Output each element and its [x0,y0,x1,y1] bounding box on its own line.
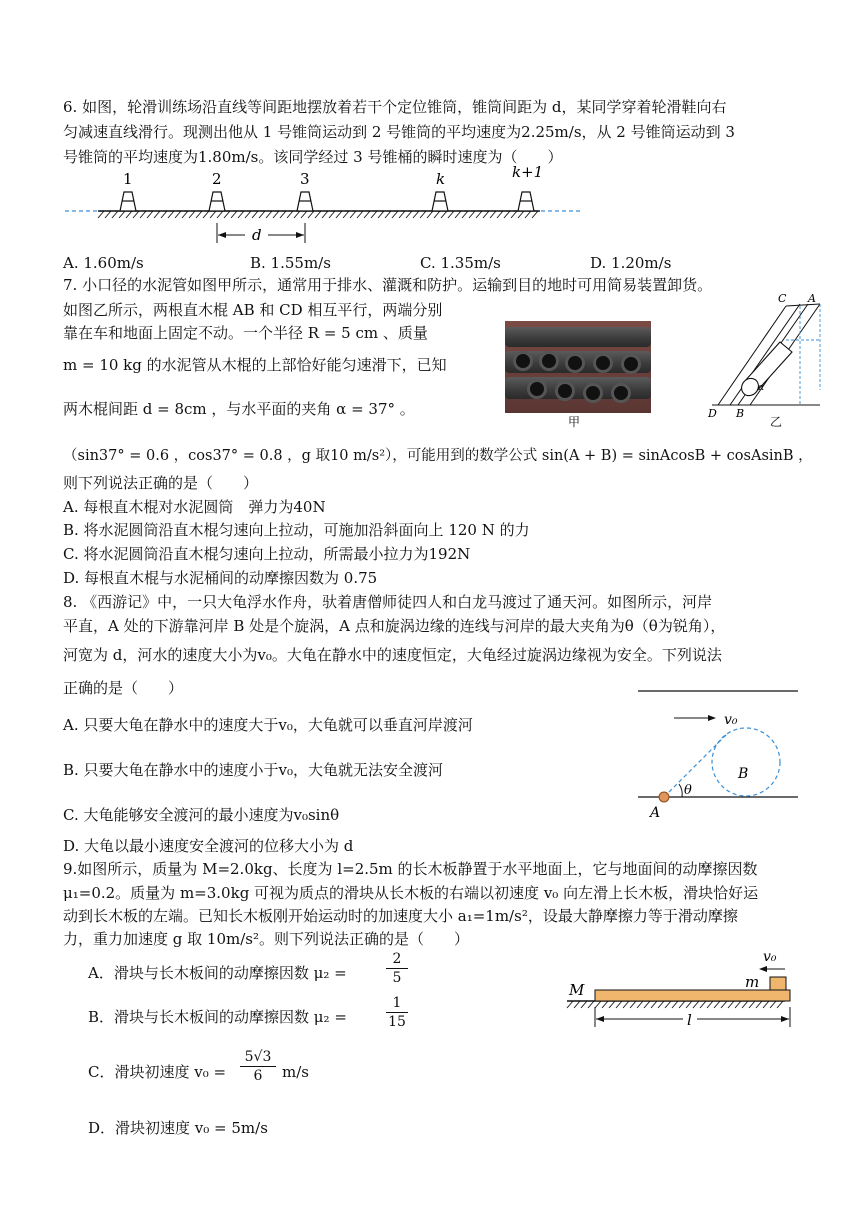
hatch-mark [133,211,139,218]
hatch-mark [651,1001,657,1008]
hatch-mark [322,211,328,218]
hatch-mark [126,211,132,218]
label-m: m [745,973,760,991]
frac-den: 6 [253,1068,263,1084]
hatch-mark [392,211,398,218]
hatch-mark [189,211,195,218]
hatch-mark [357,211,363,218]
hatch-mark [266,211,272,218]
hatch-mark [105,211,111,218]
hatch-mark [336,211,342,218]
hatch-mark [476,211,482,218]
hatch-mark [749,1001,755,1008]
hatch-mark [714,1001,720,1008]
hatch-mark [623,1001,629,1008]
hatch-mark [448,211,454,218]
hatch-mark [308,211,314,218]
caption-yi: 乙 [770,415,783,429]
incline-sticks-figure [700,290,830,430]
label-d: D [708,407,717,420]
q8-line3: 河宽为 d，河水的速度大小为v₀。大龟在静水中的速度恒定，大龟经过旋涡边缘视为安全。下列说法 [63,646,722,664]
q8-option-a: A. 只要大龟在静水中的速度大于v₀，大龟就可以垂直河岸渡河 [63,716,473,734]
q6-option-d: D. 1.20m/s [590,254,672,272]
hatch-mark [196,211,202,218]
q7-option-c: C. 将水泥圆筒沿直木棍匀速向上拉动，所需最小拉力为192N [63,545,471,563]
hatch-mark [490,211,496,218]
q6-cones-figure [60,165,590,250]
frac-num: 1 [386,994,408,1013]
hatch-mark [777,1001,783,1008]
hatch-mark [483,211,489,218]
q6-line2: 匀减速直线滑行。现测出他从 1 号锥筒运动到 2 号锥筒的平均速度为2.25m/s，从 2 号锥筒运动到 3 [63,123,735,141]
cone-label-k1: k+1 [512,165,544,181]
hatch-mark [245,211,251,218]
dist-label-d: d [252,226,262,244]
q6-option-b: B. 1.55m/s [250,254,331,272]
hatch-mark [343,211,349,218]
hatch-mark [630,1001,636,1008]
q9-option-b-fraction [386,994,408,1031]
cone-label-3: 3 [300,170,310,188]
q6-line3: 号锥筒的平均速度为1.80m/s。该同学经过 3 号锥桶的瞬时速度为（ ） [63,148,563,166]
hatch-mark [350,211,356,218]
hatch-mark [364,211,370,218]
q6-option-a: A. 1.60m/s [63,254,144,272]
q9-option-a-fraction [386,950,408,987]
hatch-mark [616,1001,622,1008]
q9-line1: 9.如图所示，质量为 M=2.0kg、长度为 l=2.5m 的长木板静置于水平地面上，它与地面间的动摩擦因数 [63,860,758,878]
q8-line2: 平直，A 处的下游靠河岸 B 处是个旋涡，A 点和旋涡边缘的连线与河岸的最大夹角为θ（θ为锐角）， [63,617,726,635]
caption-jia: 甲 [568,415,581,429]
hatch-mark [679,1001,685,1008]
label-M: M [569,981,585,999]
hatch-mark [315,211,321,218]
hatch-mark [119,211,125,218]
hatch-mark [609,1001,615,1008]
q9-option-d: D．滑块初速度 v₀ = 5m/s [88,1119,268,1137]
q9-option-c-unit: m/s [282,1063,309,1081]
label-l: l [687,1011,692,1029]
hatch-mark [140,211,146,218]
hatch-mark [756,1001,762,1008]
q7-line3: 靠在车和地面上固定不动。一个半径 R = 5 cm 、质量 [63,324,428,342]
hatch-mark [455,211,461,218]
q9-line2: μ₁=0.2。质量为 m=3.0kg 可视为质点的滑块从长木板的右端以初速度 v₀ 向左滑上长木板，滑块恰好运 [63,884,759,902]
q9-option-c [88,1062,226,1082]
hatch-mark [693,1001,699,1008]
q9-option-a-prefix: A．滑块与长木板间的动摩擦因数 μ₂ = [88,964,347,982]
hatch-mark [217,211,223,218]
hatch-mark [525,211,531,218]
hatch-mark [532,211,538,218]
hatch-mark [770,1001,776,1008]
hatch-mark [301,211,307,218]
hatch-mark [434,211,440,218]
hatch-mark [147,211,153,218]
hatch-mark [259,211,265,218]
board-block-figure [565,945,800,1030]
hatch-mark [112,211,118,218]
hatch-mark [511,211,517,218]
hatch-mark [504,211,510,218]
q7-line7: 则下列说法正确的是（ ） [63,474,259,492]
hatch-mark [385,211,391,218]
hatch-mark [238,211,244,218]
label-a: A [650,805,661,821]
hatch-mark [413,211,419,218]
q8-line4: 正确的是（ ） [63,679,184,697]
hatch-mark [665,1001,671,1008]
hatch-mark [497,211,503,218]
hatch-mark [707,1001,713,1008]
hatch-mark [329,211,335,218]
q7-line4: m = 10 kg 的水泥管从木棍的上部恰好能匀速滑下，已知 [63,356,447,374]
label-c: C [778,292,787,305]
hatch-mark [427,211,433,218]
hatch-mark [406,211,412,218]
frac-num: 5√3 [240,1048,276,1067]
hatch-mark [602,1001,608,1008]
q9-line4: 力，重力加速度 g 取 10m/s²。则下列说法正确的是（ ） [63,930,469,948]
hatch-mark [98,211,104,218]
hatch-mark [399,211,405,218]
hatch-mark [567,1001,573,1008]
q9-option-b-prefix: B．滑块与长木板间的动摩擦因数 μ₂ = [88,1008,347,1026]
label-a: A [808,292,816,305]
frac-num: 2 [386,950,408,969]
hatch-mark [658,1001,664,1008]
hatch-mark [581,1001,587,1008]
q7-option-a: A. 每根直木棍对水泥圆筒 弹力为40N [63,498,326,516]
hatch-mark [728,1001,734,1008]
hatch-mark [154,211,160,218]
hatch-mark [203,211,209,218]
hatch-mark [210,211,216,218]
frac-den: 5 [392,970,402,986]
q8-line1: 8. 《西游记》中，一只大龟浮水作舟，驮着唐僧师徒四人和白龙马渡过了通天河。如图所示，河岸 [63,593,713,611]
hatch-mark [168,211,174,218]
hatch-mark [469,211,475,218]
hatch-mark [175,211,181,218]
hatch-mark [644,1001,650,1008]
hatch-mark [294,211,300,218]
q8-option-b: B. 只要大龟在静水中的速度小于v₀，大龟就无法安全渡河 [63,761,444,779]
q7-line6: （sin37° = 0.6 ，cos37° = 0.8 ，g 取10 m/s²），可能用到的数学公式 sin(A + B) = sinAcosB + cosAsinB ， [63,448,813,464]
hatch-mark [280,211,286,218]
hatch-mark [588,1001,594,1008]
hatch-mark [161,211,167,218]
hatch-mark [763,1001,769,1008]
hatch-mark [252,211,258,218]
hatch-mark [231,211,237,218]
river-vortex-figure [630,680,810,825]
hatch-mark [441,211,447,218]
cone-label-2: 2 [212,170,222,188]
q7-line5: 两木棍间距 d = 8cm ，与水平面的夹角 α = 37° 。 [63,400,415,418]
label-v0: v₀ [724,712,738,728]
label-v0: v₀ [763,949,777,965]
q9-option-c-fraction [240,1048,276,1085]
q7-line2: 如图乙所示，两根直木棍 AB 和 CD 相互平行，两端分别 [63,301,443,319]
cone-label-k: k [436,170,446,188]
label-b: B [738,766,749,782]
q7-line1: 7. 小口径的水泥管如图甲所示，通常用于排水、灌溉和防护。运输到目的地时可用简易装置卸货。 [63,276,713,294]
q9-option-a [88,963,347,983]
q8-option-c: C. 大龟能够安全渡河的最小速度为v₀sinθ [63,806,340,824]
label-alpha: α [758,383,765,393]
cone-label-1: 1 [123,170,133,188]
hatch-mark [420,211,426,218]
q9-option-c-prefix: C．滑块初速度 v₀ = [88,1063,227,1081]
hatch-mark [574,1001,580,1008]
q8-option-d: D. 大龟以最小速度安全渡河的位移大小为 d [63,837,354,855]
hatch-mark [686,1001,692,1008]
hatch-mark [700,1001,706,1008]
hatch-mark [224,211,230,218]
hatch-mark [721,1001,727,1008]
hatch-mark [371,211,377,218]
hatch-mark [742,1001,748,1008]
q7-option-d: D. 每根直木棍与水泥桶间的动摩擦因数为 0.75 [63,569,378,587]
label-b: B [736,407,745,420]
hatch-mark [287,211,293,218]
hatch-mark [462,211,468,218]
hatch-mark [595,1001,601,1008]
q9-option-b [88,1007,347,1027]
hatch-mark [672,1001,678,1008]
q6-line1: 6. 如图，轮滑训练场沿直线等间距地摆放着若干个定位锥筒，锥筒间距为 d，某同学穿着轮滑鞋向右 [63,98,727,116]
cement-pipes-photo [505,321,651,413]
q9-line3: 动到长木板的左端。已知长木板刚开始运动时的加速度大小 a₁=1m/s²，设最大静摩擦力等于滑动摩擦 [63,907,738,925]
frac-den: 15 [388,1014,406,1030]
hatch-mark [637,1001,643,1008]
hatch-mark [378,211,384,218]
hatch-mark [735,1001,741,1008]
label-theta: θ [684,783,692,798]
hatch-mark [182,211,188,218]
hatch-mark [518,211,524,218]
q6-option-c: C. 1.35m/s [420,254,501,272]
q7-option-b: B. 将水泥圆筒沿直木棍匀速向上拉动，可施加沿斜面向上 120 N 的力 [63,521,530,539]
hatch-mark [273,211,279,218]
